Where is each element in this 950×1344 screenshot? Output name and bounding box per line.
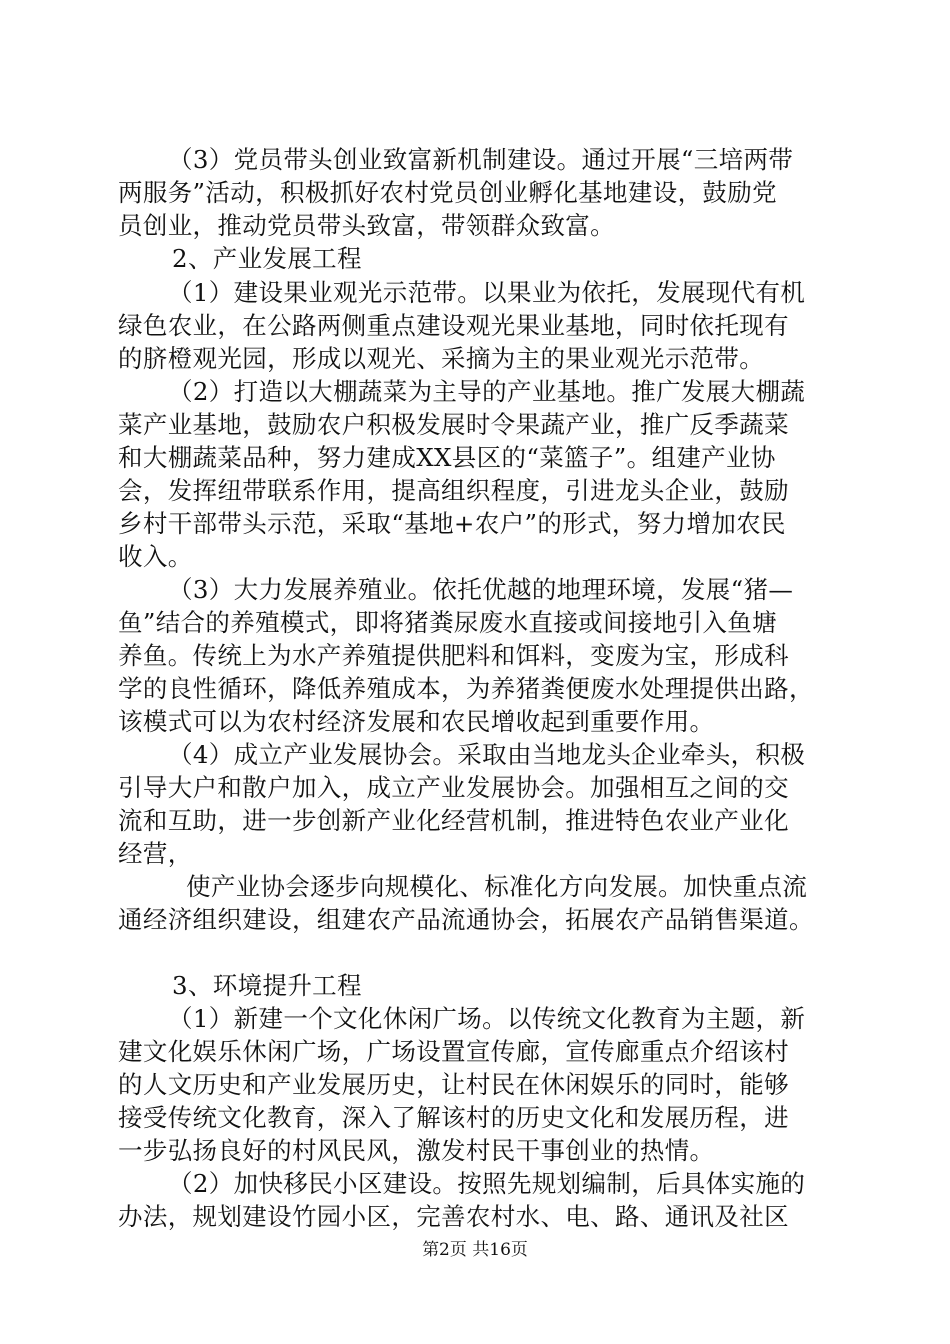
text-line: 的人文历史和产业发展历史，让村民在休闲娱乐的同时，能够 [118, 1070, 789, 1099]
text-line: 鱼”结合的养殖模式，即将猪粪尿废水直接或间接地引入鱼塘 [118, 608, 777, 637]
text-line: 使产业协会逐步向规模化、标准化方向发展。加快重点流 [186, 872, 808, 901]
text-line: 乡村干部带头示范，采取“基地+农户”的形式，努力增加农民 [118, 509, 786, 538]
text-line: 经营， [118, 839, 193, 868]
text-line: 员创业，推动党员带头致富，带领群众致富。 [118, 211, 615, 240]
text-line: 办法，规划建设竹园小区，完善农村水、电、路、通讯及社区 [118, 1202, 789, 1231]
text-line: 学的良性循环，降低养殖成本，为养猪粪便废水处理提供出路， [118, 674, 814, 703]
text-line: 菜产业基地，鼓励农户积极发展时令果蔬产业，推广反季蔬菜 [118, 410, 789, 439]
text-line: 两服务”活动，积极抓好农村党员创业孵化基地建设，鼓励党 [118, 178, 777, 207]
text-line: 绿色农业，在公路两侧重点建设观光果业基地，同时依托现有 [118, 311, 789, 340]
text-line: （2）加快移民小区建设。按照先规划编制，后具体实施的 [168, 1169, 806, 1198]
text-line: 的脐橙观光园，形成以观光、采摘为主的果业观光示范带。 [118, 344, 765, 373]
section-heading: 2、产业发展工程 [172, 244, 362, 273]
text-line: （1）新建一个文化休闲广场。以传统文化教育为主题，新 [168, 1004, 806, 1033]
text-line: 该模式可以为农村经济发展和农民增收起到重要作用。 [118, 707, 715, 736]
page-number: 第2页 共16页 [422, 1240, 528, 1260]
text-line: 一步弘扬良好的村风民风，激发村民干事创业的热情。 [118, 1136, 715, 1165]
text-line: （4）成立产业发展协会。采取由当地龙头企业牵头，积极 [168, 740, 806, 769]
text-line: 会，发挥纽带联系作用，提高组织程度，引进龙头企业，鼓励 [118, 476, 789, 505]
text-line: 流和互助，进一步创新产业化经营机制，推进特色农业产业化 [118, 806, 789, 835]
text-line: 和大棚蔬菜品种，努力建成XX县区的“菜篮子”。组建产业协 [118, 443, 776, 472]
text-line: （2）打造以大棚蔬菜为主导的产业基地。推广发展大棚蔬 [168, 377, 806, 406]
text-line: 养鱼。传统上为水产养殖提供肥料和饵料，变废为宝，形成科 [118, 641, 789, 670]
text-line: 收入。 [118, 542, 193, 571]
text-line: （3）大力发展养殖业。依托优越的地理环境，发展“猪— [168, 575, 794, 604]
text-line: 建文化娱乐休闲广场，广场设置宣传廊，宣传廊重点介绍该村 [118, 1037, 789, 1066]
section-heading: 3、环境提升工程 [172, 971, 362, 1000]
text-line: 通经济组织建设，组建农产品流通协会，拓展农产品销售渠道。 [118, 905, 814, 934]
text-line: （1）建设果业观光示范带。以果业为依托，发展现代有机 [168, 278, 806, 307]
text-line: （3）党员带头创业致富新机制建设。通过开展“三培两带 [168, 145, 794, 174]
text-line: 接受传统文化教育，深入了解该村的历史文化和发展历程，进 [118, 1103, 789, 1132]
page-footer [0, 1238, 950, 1262]
text-line: 引导大户和散户加入，成立产业发展协会。加强相互之间的交 [118, 773, 789, 802]
